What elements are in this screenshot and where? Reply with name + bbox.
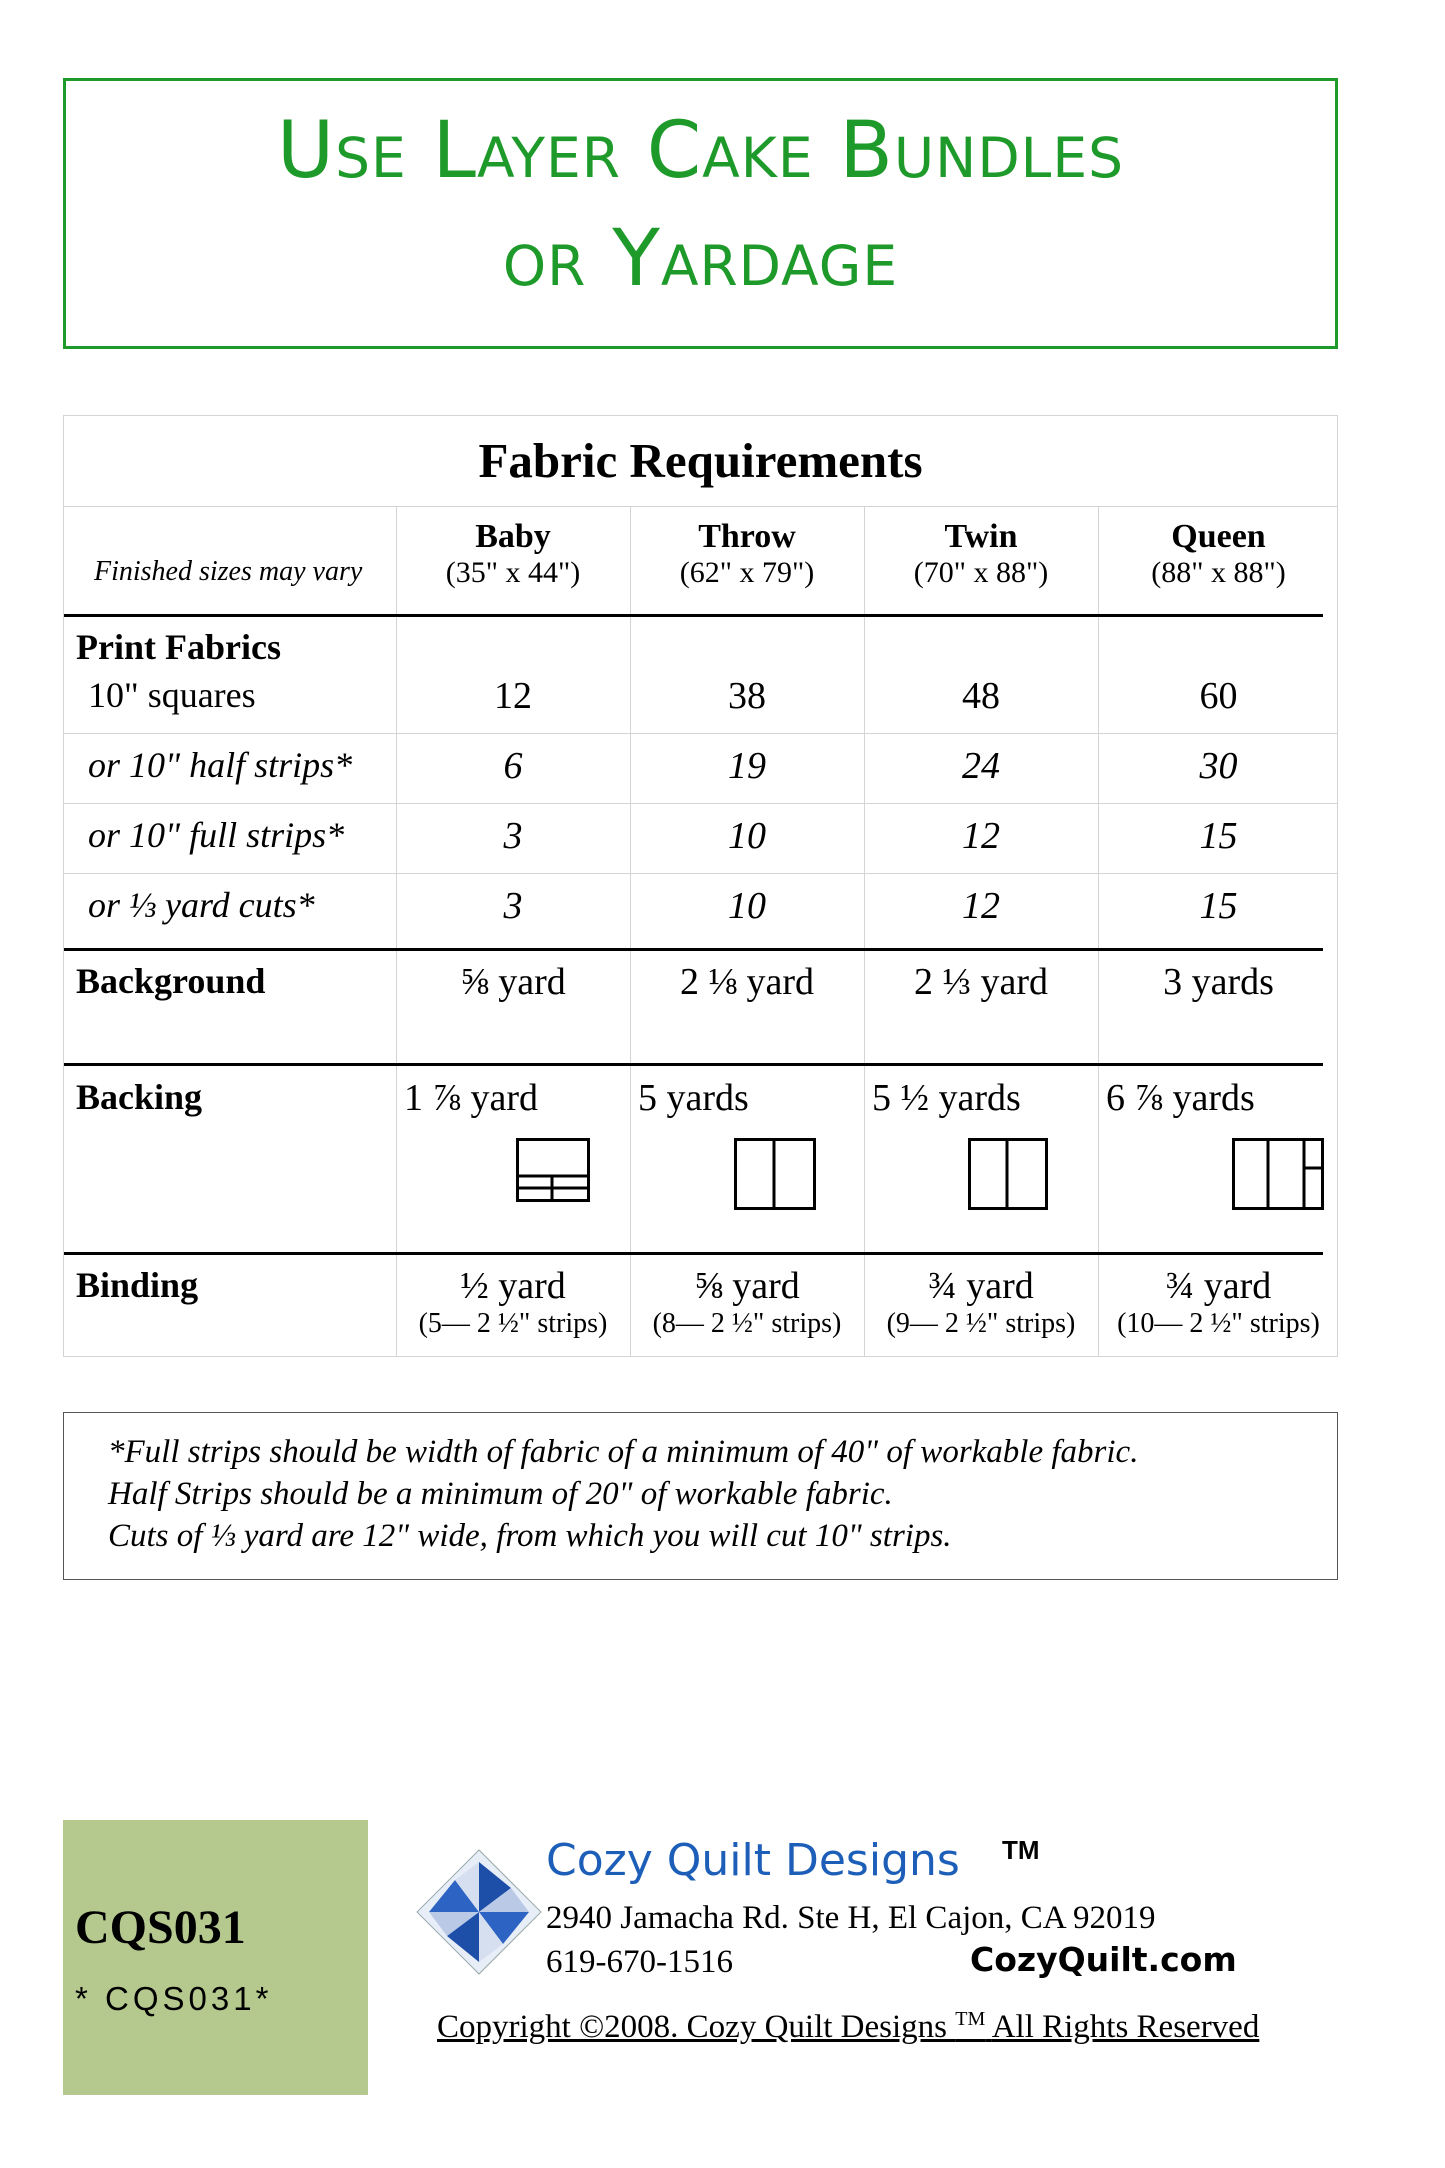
title-box — [63, 78, 1338, 349]
title-line-2: or Yardage — [502, 214, 899, 304]
column-header-twin — [864, 518, 1098, 590]
cell-value: ¾ yard — [928, 1265, 1034, 1307]
cell-value: ⅝ yard — [460, 961, 566, 1003]
row-label-full-strips: or 10" full strips* — [88, 815, 345, 855]
footnote-line: Half Strips should be a minimum of 20" of workable fabric. — [108, 1476, 893, 1512]
binding-throw — [630, 1264, 864, 1340]
cell-value: 12 — [962, 885, 1000, 927]
cell-value: 15 — [1199, 885, 1238, 927]
footnote-line: Cuts of ⅓ yard are 12" wide, from which you will cut 10" strips. — [108, 1518, 952, 1554]
cell-value: 30 — [1199, 745, 1238, 787]
backing-twin-icon — [968, 1138, 1048, 1210]
cell-value: ½ yard — [460, 1265, 566, 1307]
product-code-box — [63, 1820, 368, 2095]
print-fabrics-label: Print Fabrics — [76, 627, 281, 667]
cell-value: 15 — [1199, 815, 1238, 857]
section-divider — [64, 948, 1323, 951]
column-size: (70" x 88") — [913, 556, 1049, 589]
footnote-box — [63, 1412, 1338, 1580]
column-name: Twin — [944, 518, 1018, 555]
cell-value: 1 ⅞ yard — [404, 1077, 539, 1119]
barcode-text: * CQS031* — [75, 1980, 273, 2017]
copyright-rights: All Rights Reserved — [991, 2009, 1260, 2045]
cell-value: 3 — [503, 885, 523, 927]
cell-value: 2 ⅛ yard — [679, 961, 815, 1003]
fabric-requirements-table — [63, 415, 1338, 1357]
company-address: 2940 Jamacha Rd. Ste H, El Cajon, CA 92019 — [546, 1900, 1156, 1936]
table-title: Fabric Requirements — [64, 416, 1337, 507]
backing-label: Backing — [76, 1077, 203, 1117]
cell-value: 5 ½ yards — [872, 1077, 1021, 1119]
company-name: Cozy Quilt Designs — [546, 1835, 960, 1886]
grid-line — [864, 506, 865, 1356]
copyright-notice — [437, 2008, 1259, 2046]
row-label-half-strips: or 10" half strips* — [88, 745, 353, 785]
cell-value: 10 — [728, 815, 766, 857]
company-website-link[interactable]: CozyQuilt.com — [970, 1940, 1237, 1979]
row-label-squares: 10" squares — [88, 675, 256, 715]
backing-queen-icon — [1232, 1138, 1324, 1210]
row-label-yard-cuts: or ⅓ yard cuts* — [88, 885, 315, 925]
strip-count: (5— 2 ½" strips) — [418, 1308, 608, 1339]
cell-value: 3 yards — [1163, 961, 1274, 1003]
cell-value: 2 ⅓ yard — [913, 961, 1049, 1003]
strip-count: (8— 2 ½" strips) — [652, 1308, 842, 1339]
cell-value: 6 ⅞ yards — [1106, 1077, 1255, 1119]
grid-line — [396, 506, 397, 1356]
binding-label: Binding — [76, 1265, 199, 1305]
cell-value: 6 — [503, 745, 523, 787]
column-name: Throw — [698, 518, 796, 555]
grid-line — [1098, 506, 1099, 1356]
section-divider — [64, 614, 1323, 617]
cell-value: 38 — [728, 675, 766, 717]
cell-value: 3 — [503, 815, 523, 857]
cell-value: 12 — [494, 675, 532, 717]
cell-value: ¾ yard — [1165, 1265, 1272, 1307]
section-divider — [64, 1252, 1323, 1255]
grid-line — [64, 803, 1337, 804]
column-name: Baby — [475, 518, 551, 555]
grid-line — [64, 733, 1337, 734]
column-header-queen — [1098, 518, 1339, 590]
column-size: (35" x 44") — [445, 556, 581, 589]
cell-value: 48 — [962, 675, 1000, 717]
size-note: Finished sizes may vary — [94, 556, 363, 587]
strip-count: (9— 2 ½" strips) — [886, 1308, 1076, 1339]
background-label: Background — [76, 961, 266, 1001]
pinwheel-logo-icon — [415, 1848, 543, 1976]
company-phone: 619-670-1516 — [546, 1944, 733, 1980]
column-size: (62" x 79") — [679, 556, 815, 589]
cell-value: 24 — [962, 745, 1000, 787]
binding-twin — [864, 1264, 1098, 1340]
cell-value: 19 — [728, 745, 766, 787]
footnote-line: *Full strips should be width of fabric of a minimum of 40" of workable fabric. — [108, 1434, 1139, 1470]
copyright-tm: TM — [955, 2008, 986, 2030]
binding-baby — [396, 1264, 630, 1340]
column-header-throw — [630, 518, 864, 590]
column-name: Queen — [1171, 518, 1266, 555]
section-divider — [64, 1063, 1323, 1066]
cell-value: ⅝ yard — [694, 1265, 800, 1307]
grid-line — [64, 873, 1337, 874]
product-code: CQS031 — [75, 1901, 246, 1954]
backing-baby-icon — [516, 1138, 590, 1202]
trademark: TM — [1002, 1835, 1040, 1865]
cell-value: 10 — [728, 885, 766, 927]
strip-count: (10— 2 ½" strips) — [1117, 1308, 1320, 1339]
cell-value: 60 — [1199, 675, 1238, 717]
column-size: (88" x 88") — [1151, 556, 1286, 589]
cell-value: 12 — [962, 815, 1000, 857]
cell-value: 5 yards — [638, 1077, 749, 1119]
copyright-text: Copyright ©2008. Cozy Quilt Designs — [437, 2009, 947, 2045]
title-line-1: Use Layer Cake Bundles — [277, 106, 1124, 196]
backing-throw-icon — [734, 1138, 816, 1210]
grid-line — [630, 506, 631, 1356]
binding-queen — [1098, 1264, 1339, 1340]
column-header-baby — [396, 518, 630, 590]
